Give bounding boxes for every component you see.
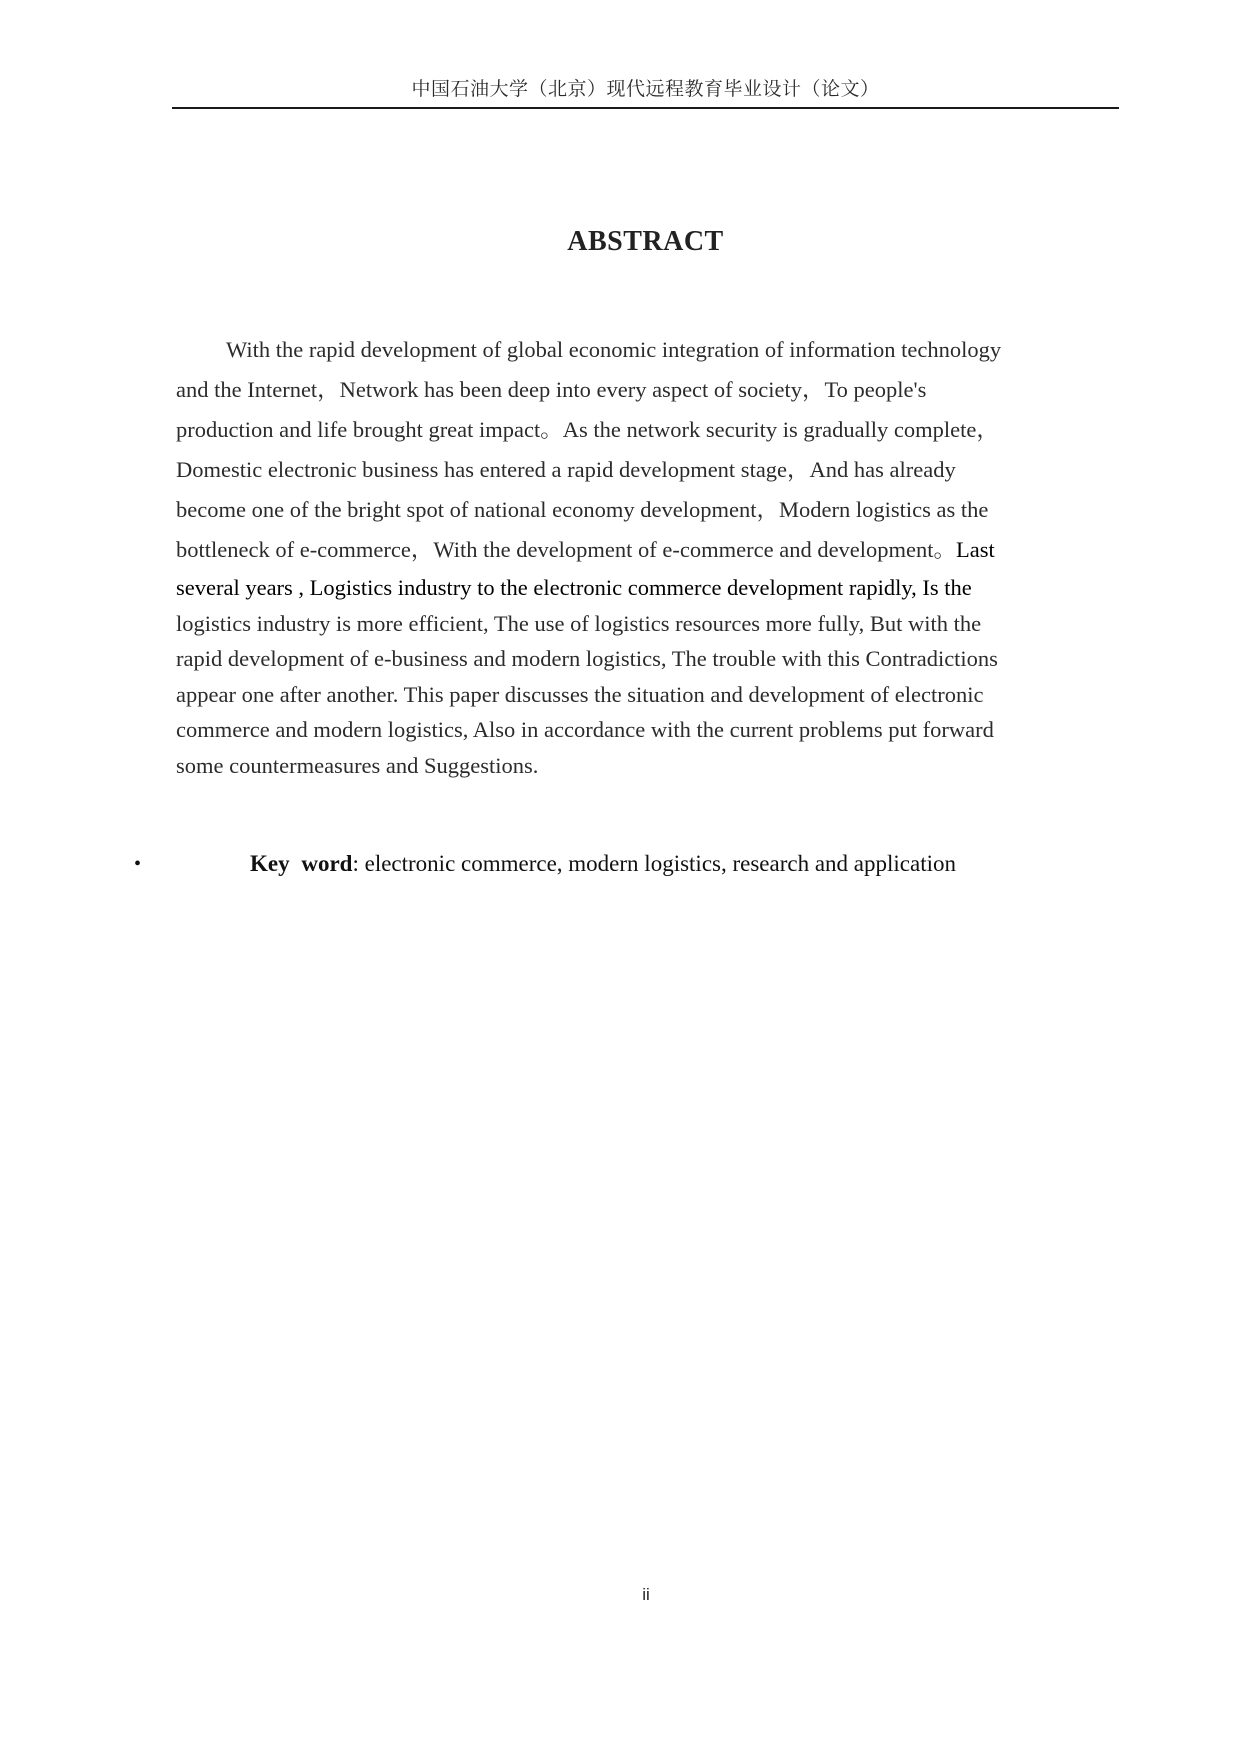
abstract-line: logistics industry is more efficient, The use of logistics resources more fully, But with the (176, 610, 982, 636)
keywords-row (134, 846, 1134, 882)
abstract-line: With the rapid development of global economic integration of information technology (226, 337, 1002, 362)
abstract-line-6-text: bottleneck of e-commerce，With the development of e-commerce and development。 (176, 537, 957, 562)
running-header: 中国石油大学（北京）现代远程教育毕业设计（论文） (411, 78, 880, 100)
abstract-line: and the Internet，Network has been deep into every aspect of society，To people's (176, 377, 927, 402)
keywords-label: Key word (250, 851, 353, 876)
keywords-separator: : (352, 851, 365, 876)
abstract-line: become one of the bright spot of national economy development，Modern logistics as the (176, 497, 989, 522)
abstract-title: ABSTRACT (567, 226, 724, 257)
abstract-line: production and life brought great impact。As the network security is gradually complete， (176, 417, 999, 442)
abstract-line: rapid development of e-business and modern logistics, The trouble with this Contradictions (176, 646, 998, 671)
abstract-line: some countermeasures and Suggestions. (176, 752, 539, 778)
bullet-icon: • (134, 853, 142, 875)
abstract-line: appear one after another. This paper discusses the situation and development of electronic (176, 681, 984, 707)
abstract-line: commerce and modern logistics, Also in accordance with the current problems put forward (176, 717, 994, 742)
abstract-line: Domestic electronic business has entered a rapid development stage，And has already (176, 457, 956, 482)
keywords-value: electronic commerce, modern logistics, research and application (364, 851, 956, 876)
header-divider (172, 107, 1119, 109)
abstract-line-6 (176, 530, 1096, 570)
abstract-line-6-tail: Last (956, 537, 995, 562)
abstract-body (176, 330, 1096, 783)
abstract-line: several years , Logistics industry to the electronic commerce development rapidly, Is the (176, 575, 972, 600)
keywords-content (250, 846, 956, 882)
page-number: ii (642, 1585, 650, 1604)
